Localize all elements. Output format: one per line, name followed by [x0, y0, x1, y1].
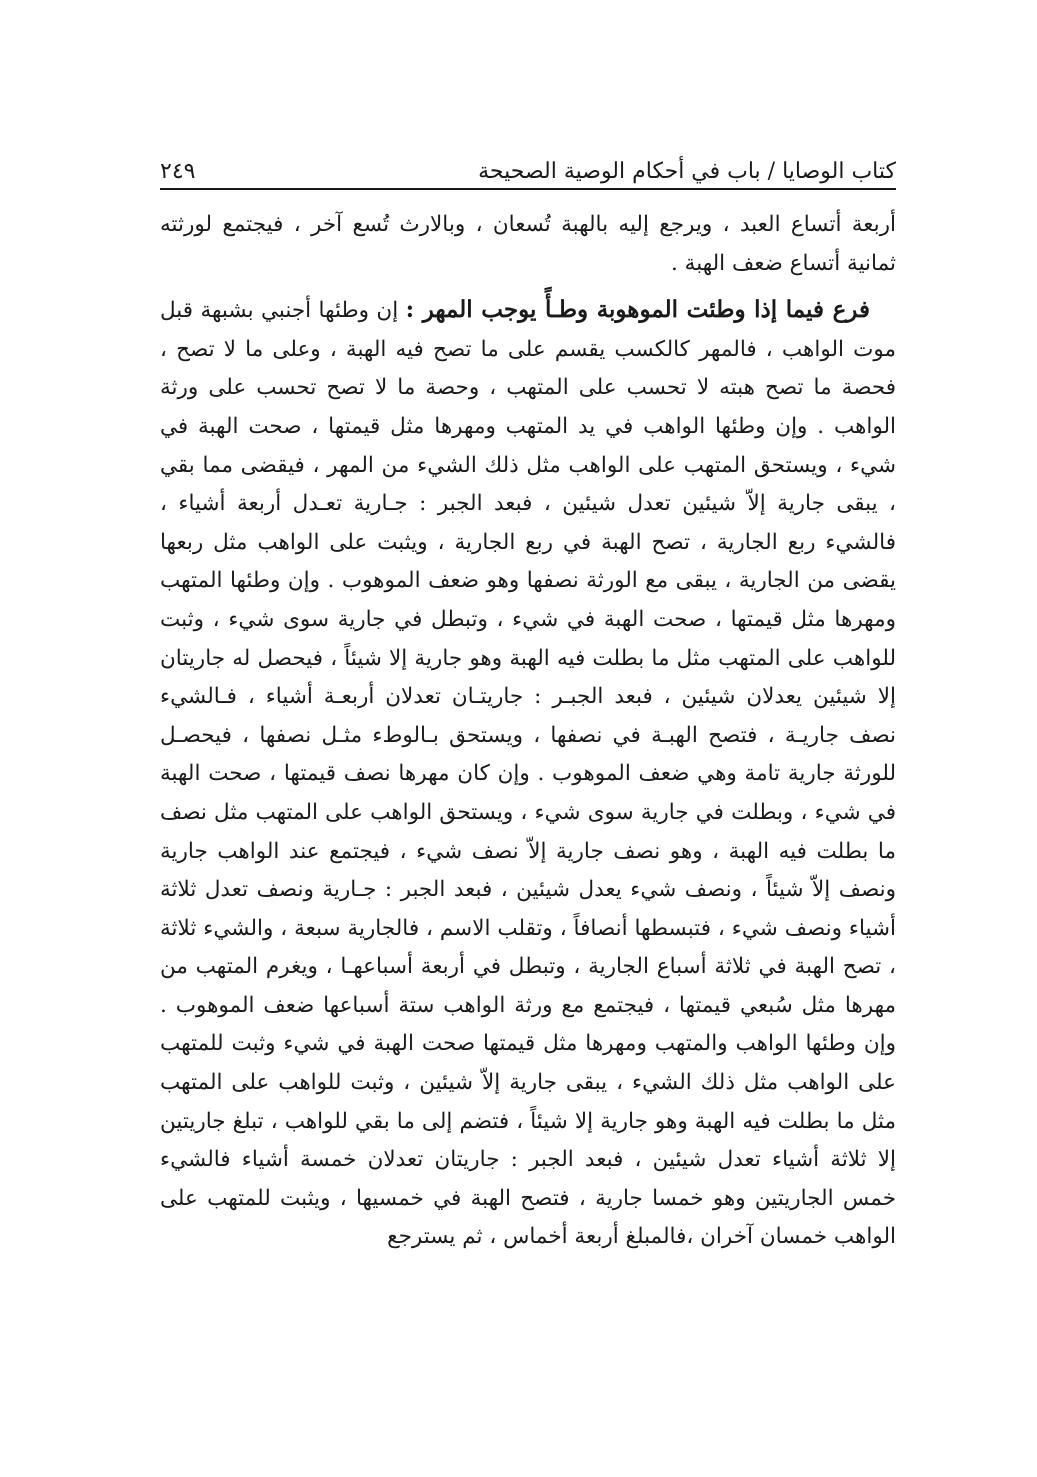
section-heading: فرع فيما إذا وطئت الموهوبة وطـأً يوجب المهر : [405, 296, 870, 324]
page-body [160, 206, 896, 1257]
book-page [160, 148, 896, 1348]
opening-paragraph: أربعة أتساع العبد ، ويرجع إليه بالهبة تُسعان ، وبالارث تُسع آخر ، فيجتمع لورثته ثمانية أتساع ضعف الهبة . [160, 212, 896, 276]
running-title: كتاب الوصايا / باب في أحكام الوصية الصحيحة [478, 159, 896, 184]
section-body: إن وطئها أجنبي بشبهة قبل موت الواهب ، فالمهر كالكسب يقسم على ما تصح فيه الهبة ، وعلى ما لا تصح ، فحصة ما تصح هبته لا تحسب على المتهب ، وحصة ما لا تصح تحسب على ورثة الواهب . وإن وطئها الواهب في يد المتهب ومهرها مثل قيمتها ، صحت الهبة في شيء ، ويستحق المتهب على الواهب مثل ذلك الشيء من المهر ، فيقضى مما بقي ، يبقى جارية إلاّ شيئين تعدل شيئين ، فبعد الجبر : جـارية تعـدل أربعة أشياء ، فالشيء ربع الجارية ، تصح الهبة في ربع الجارية ، ويثبت على الواهب مثل ربعها يقضى من الجارية ، يبقى مع الورثة نصفها وهو ضعف الموهوب . وإن وطئها المتهب ومهرها مثل قيمتها ، صحت الهبة في شيء ، وتبطل في جارية سوى شيء ، وثبت للواهب على المتهب مثل ما بطلت فيه الهبة وهو جارية إلا شيئاً ، فيحصل له جاريتان إلا شيئين يعدلان شيئين ، فبعد الجبـر : جاريتـان تعدلان أربعـة أشياء ، فـالشيء نصف جاريـة ، فتصح الهبـة في نصفها ، ويستحق بـالوطء مثـل نصفها ، فيحصـل للورثة جارية تامة وهي ضعف الموهوب . وإن كان مهرها نصف قيمتها ، صحت الهبة في شيء ، وبطلت في جارية سوى شيء ، ويستحق الواهب على المتهب مثل نصف ما بطلت فيه الهبة ، وهو نصف جارية إلاّ نصف شيء ، فيجتمع عند الواهب جارية ونصف إلاّ شيئاً ، ونصف شيء يعدل شيئين ، فبعد الجبر : جـارية ونصف تعدل ثلاثة أشياء ونصف شيء ، فتبسطها أنصافاً ، وتقلب الاسم ، فالجارية سبعة ، والشيء ثلاثة ، تصح الهبة في ثلاثة أسباع الجارية ، وتبطل في أربعة أسباعهـا ، ويغرم المتهب من مهرها مثل سُبعي قيمتها ، فيجتمع مع ورثة الواهب ستة أسباعها ضعف الموهوب . وإن وطئها الواهب والمتهب ومهرها مثل قيمتها صحت الهبة في شيء وثبت للمتهب على الواهب مثل ذلك الشيء ، يبقى جارية إلاّ شيئين ، وثبت للواهب على المتهب مثل ما بطلت فيه الهبة وهو جارية إلا شيئاً ، فتضم إلى ما بقي للواهب ، تبلغ جاريتين إلا ثلاثة أشياء تعدل شيئين ، فبعد الجبر : جاريتان تعدلان خمسة أشياء فالشيء خمس الجاريتين وهو خمسا جارية ، فتصح الهبة في خمسيها ، ويثبت للمتهب على الواهب خمسان آخران ،فالمبلغ أربعة أخماس ، ثم يسترجع [160, 298, 896, 1250]
page-header [160, 148, 896, 190]
section-paragraph [160, 291, 896, 1257]
page-number: ٢٤٩ [160, 159, 196, 184]
